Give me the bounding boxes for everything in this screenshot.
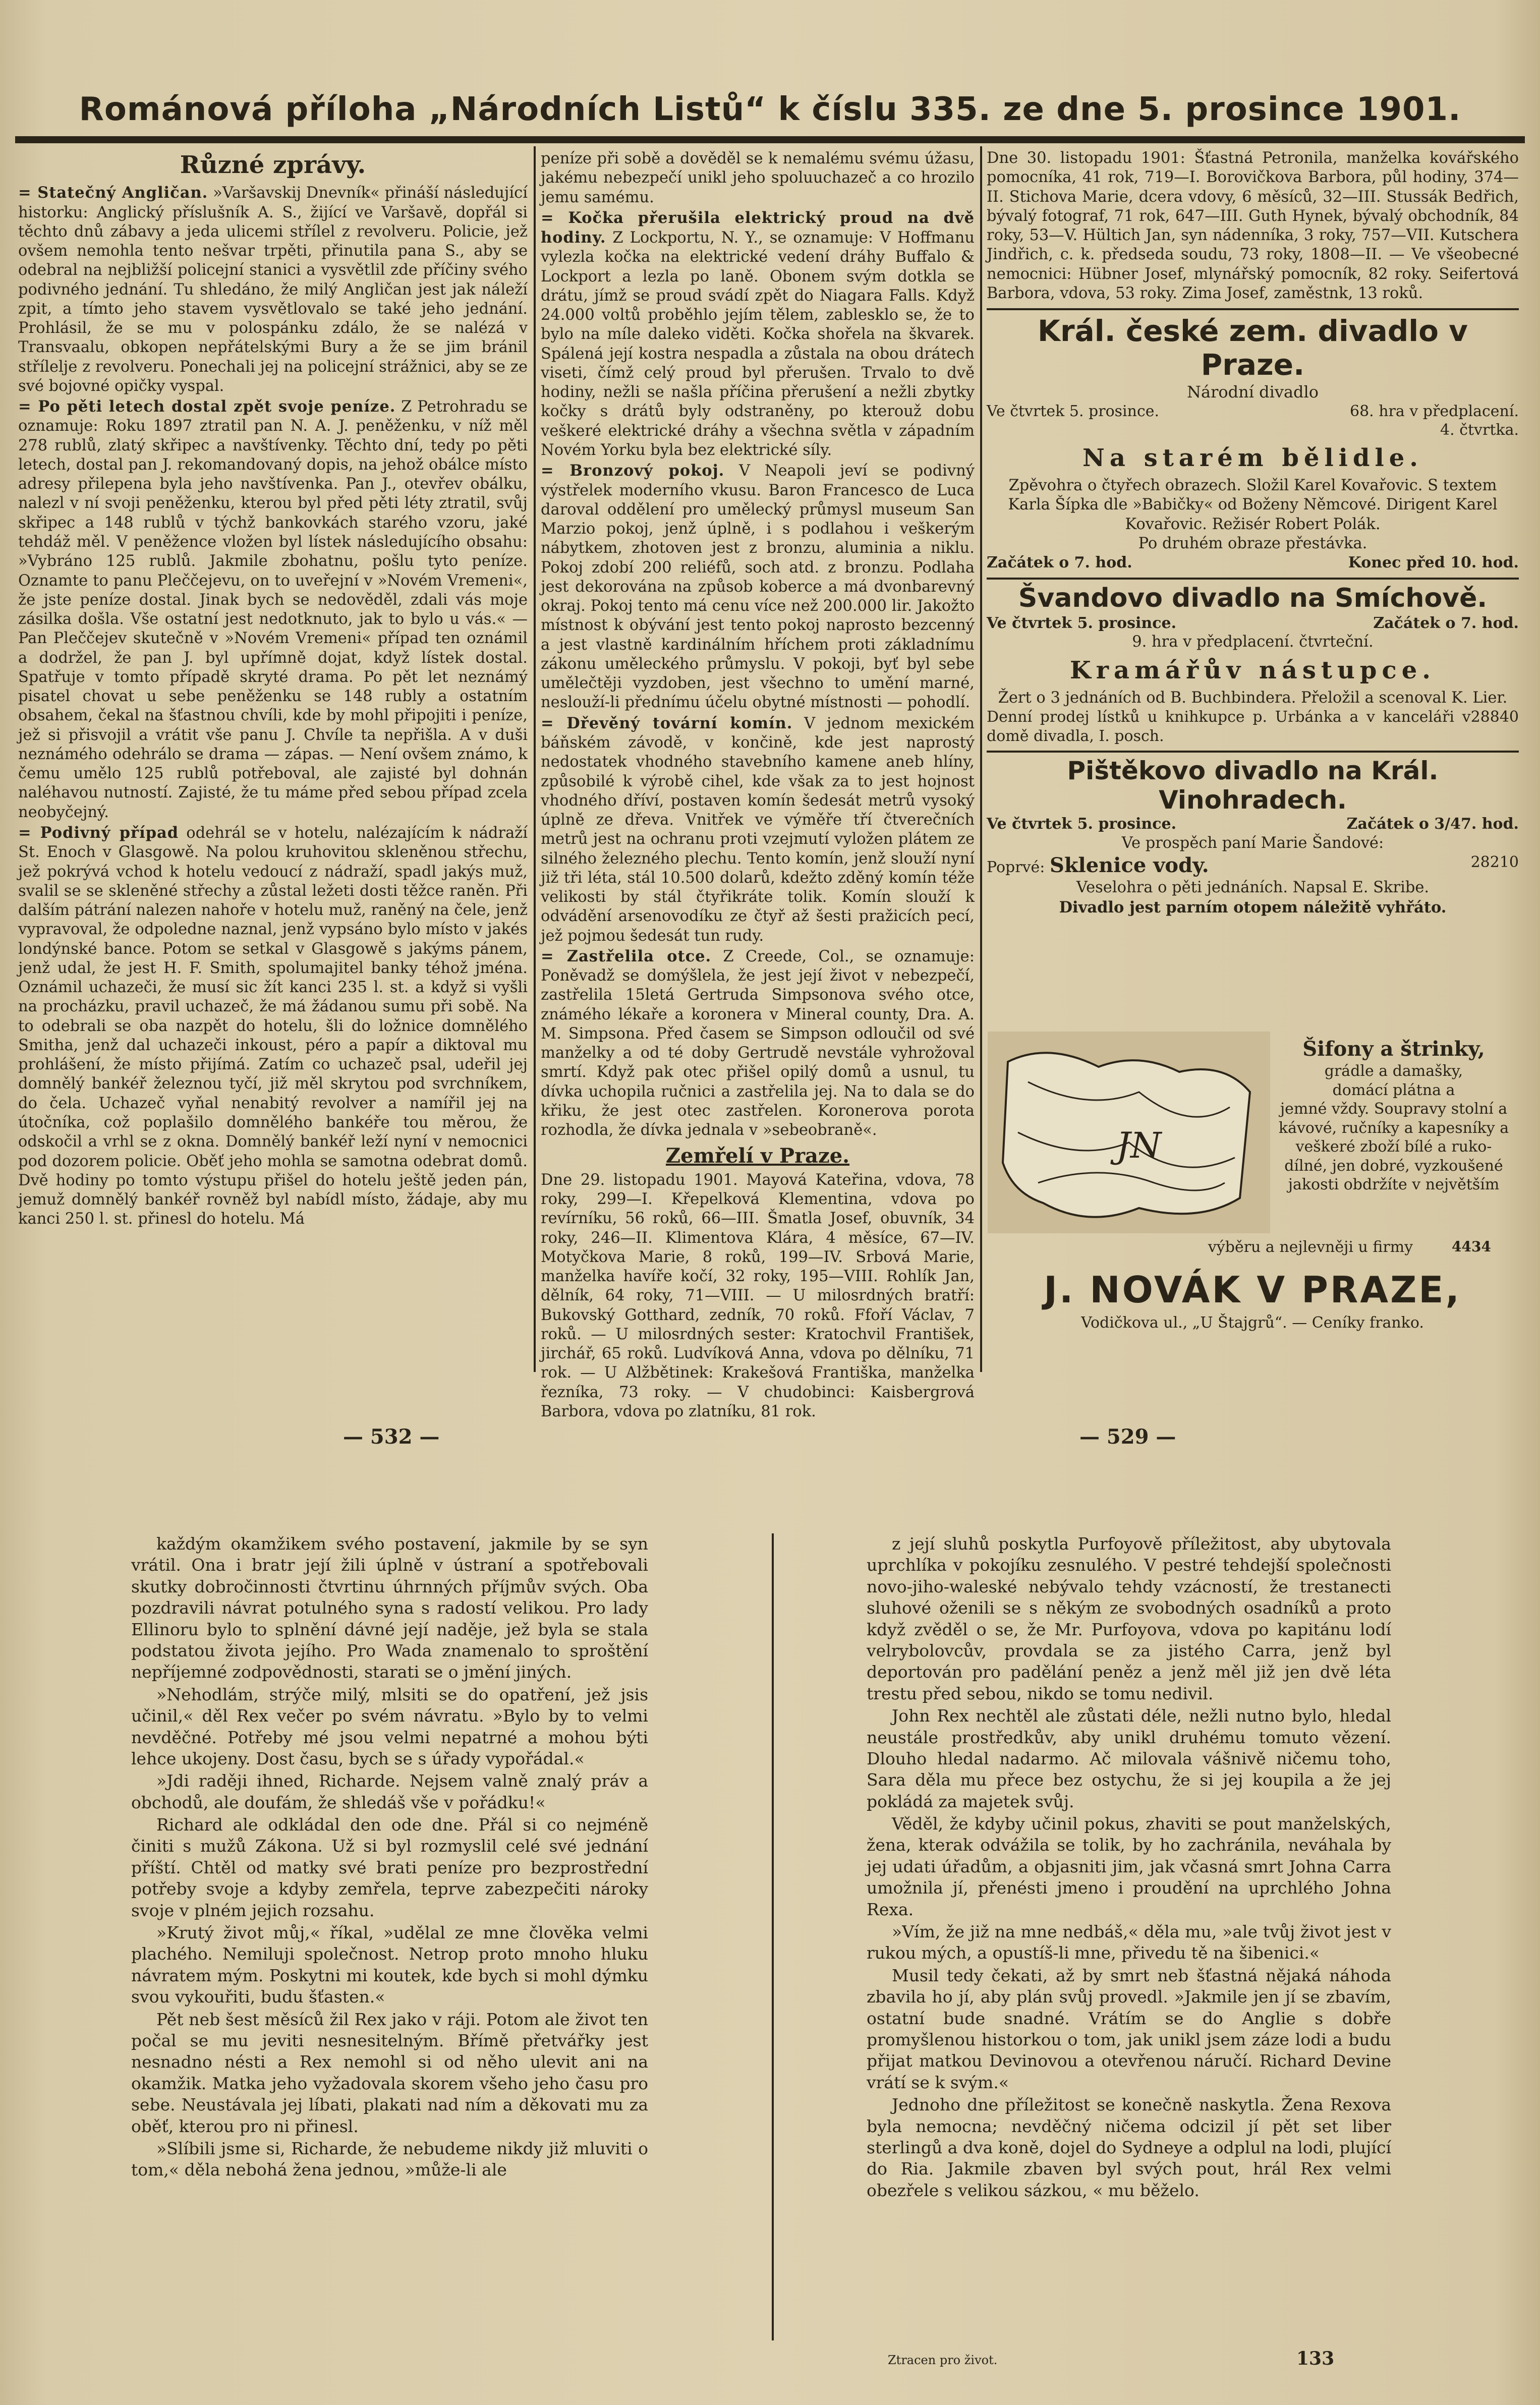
column-rule-lower [772,1533,774,2340]
news-title: Různé zprávy. [180,151,366,179]
news-item: = Podivný případ odehrál se v hotelu, nalézajícím k nádraží St. Enoch v Glasgowě. Na polou kruhovitou skleněnou střechu, jež pokrývá vchod k hotelu vedoucí z nádraží, spadl jakýs muž, svalil se se skleněné střechy a zůstal ležeti dosti těžce raněn. Při dalším pátrání nalezen nahoře v hotelu muž, raněný na čele, jenž vypravoval, že odpoledne naznal, jenž vypsáno bylo místo v jakés londýnské bance. Potom se setkal v Glasgowě s jakýms pánem, jenž udal, že jest H. F. Smith, spolumajitel banky téhož jména. Oznámil uchazeči, že musí sic žít kanci 235 l. st. a když si vyšli na procházku, pravil uchazeč, že má žádanou sumu při sobě. Na to odebrali se oba nazpět do hotelu, šli do ložnice domnělého Smitha, jenž dal uchazeči inkoust, péro a papír a diktoval mu prohlášení, že místo přijímá. Zatím co uchazeč psal, udeřil jej domnělý bankéř železnou tyčí, již měl skrytou pod svrchníkem, do čela. Uchazeč vyňal nenabitý revolver a namířil jej na útočníka, což poplašilo domnělého bankéře tou měrou, že odskočil a vrhl se z okna. Domnělý bankéř leží nyní v nemocnici pod dozorem policie. Oběť jeho mohla se samotna odebrat domů. Dvě hodiny po tomto výstupu přišel do hotelu ještě jeden pán, jemuž domnělý bankéř rovněž byl nabídl místo, žádaje, aby mu kanci 250 l. st. přinesl do hotelu. Má [18,824,528,1228]
novel-paragraph: Richard ale odkládal den ode dne. Přál si co nejméně činiti s mužů Zákona. Už si byl rozmyslil celé své jednání příští. Chtěl od matky své brati peníze pro bezprostřední potřeby svoje a kdyby zemřela, teprve zabezpečiti nároky svoje v plném jejich rozsahu. [131,1815,648,1920]
theatre-subtitle: Národní divadlo [1187,382,1319,402]
date: Ve čtvrtek 5. prosince. [987,815,1177,833]
benefit: Ve prospěch paní Marie Šandové: [1121,834,1384,852]
novel-paragraph: Jednoho dne příležitost se konečně naskytla. Žena Rexova byla nemocna; nevděčný ničema odcizil jí pět set liber sterlingů a dva koně, dojel do Sydneye a odplul na lodi, plující do Ria. Jakmile zbaven byl svých pout, hrál Rex velmi obezřele s velikou sázkou, « mu běželo. [867,2095,1391,2200]
play-note: Divadlo jest parním otopem náležitě vyhřáto. [1059,898,1447,917]
deaths-list: Dne 29. listopadu 1901. Mayová Kateřina, vdova, 78 roky, 299—I. Křepelková Klementina, vdova po revírníku, 56 roků, 66—III. Šmatla Josef, obuvník, 34 roky, 246—II. Klimentova Klára, 4 měsíce, 67—IV. Motyčkova Marie, 8 roků, 199—IV. Srbová Marie, manželka havíře kočí, 32 roky, 195—VIII. Rohlík Jan, dělník, 64 roky, 71—VIII. — U milosrdných bratří: Bukovský Gotthard, zedník, 70 roků. Ffoří Václav, 7 roků. — U milosrdných sester: Kratochvil František, jirchář, 65 roků. Ludvíková Anna, vdova po dělníku, 71 rok. — U Alžbětinek: Krakešová Františka, manželka řezníka, 73 roky. — V chudobinci: Kaisbergrová Barbora, vdova po zlatníku, 81 rok. [541,1171,975,1420]
linen-illustration [988,1032,1270,1233]
subscription: 9. hra v předplacení. čtvrteční. [1132,633,1374,651]
ad-text [1270,1037,1517,1194]
novel-paragraph: Věděl, že kdyby učinil pokus, zhaviti se pout manželských, žena, kterak odvážila se tolik, by ho zachránila, neváhala by jej udati úřadům, a objasniti jim, jak včasná smrt Johna Carra umožnila jí, přenésti jmeno i proudění na uprchlého Johna Rexa. [867,1814,1391,1919]
news-column-2 [541,149,975,1420]
column-3 [987,149,1519,1026]
ad-code: 28840 [1470,708,1519,726]
textile-ad [983,1026,1517,1332]
news-column-1 [18,149,528,1377]
start-time: Začátek o 7. hod. [1373,614,1519,632]
theatre-svanda [987,578,1519,746]
news-item: = Po pěti letech dostal zpět svoje peníze. Z Petrohradu se oznamuje: Roku 1897 ztratil pan N. A. J. peněženku, v níž měl 278 rublů, zlatý skřipec a navštívenky. Těchto dní, tedy po pěti letech, dostal pan J. rekomandovaný dopis, na jehož obálce místo adresy přilepena byla jeho navštívenka. Pan J., otevřev obálku, nalezl v ní svoji peněženku, kterou byl před pěti léty ztratil, svůj skřipec a 148 rublů v týchž bankovkách starého vzoru, jaké tehdáž měl. V peněžence vložen byl lístek následujícího obsahu: »Vybráno 125 rublů. Jakmile zbohatnu, pošlu tyto peníze. Oznamte to panu Pleččejevu, on to uveřejní v »Novém Vremeni«, že jste peníze dostal. Jinak bych se nedověděl, zdali vás moje zásilka došla. Vše ostatní jest nedotknuto, jak to bylo u vás.« — Pan Pleččejev skutečně v »Novém Vremeni« případ ten oznámil a dodržel, že pan J. byl upřímně dojat, když lístek dostal. Spatřuje v tomto případě skryté drama. Po pět let neznámý pisatel chovat u sebe peněženku se 148 rubly a ostatním obsahem, čekal na šťastnou chvíli, kde by mohl připojiti i peníze, jež si přisvojil a vrátit vše panu J. Chvíle ta nepřišla. A v duši neznámého odehrálo se drama — zápas. — Není ovšem známo, k čemu umělo 125 rublů potřeboval, ale zajisté byl dohnán naléhavou nutností. Zajisté, že tu máme před sebou případ zcela neobyčejný. [18,397,528,821]
ad-address: Vodičkova ul., „U Štajgrů“. — Ceníky franko. [1081,1314,1424,1332]
news-item: = Zastřelila otce. Z Creede, Col., se oznamuje: Poněvadž se domýšlela, že jest její život v nebezpečí, zastřelila 15letá Gertruda Simpsonova svého otce, známého lékaře a koronera v Mineral county, Dra. A. M. Simpsona. Před časem se Simpson odloučil od své manželky a od té doby Gertrudě nevstále vyhrožoval smrtí. Když pak otec přišel opilý domů a usnul, tu dívka uchopila ručnici a zastřelila jej. Na to dala se do křiku, že jest otec zastřelen. Koronerova porota rozhodla, že dívka jednala v »sebeobraně«. [541,947,975,1139]
start-time: Začátek o 3/47. hod. [1346,815,1519,833]
novel-paragraph: z její sluhů poskytla Purfoyově příležitost, aby ubytovala uprchlíka v pokojíku zesnulého. V pestré tehdejší společnosti novo-jiho-waleské nebývalo tehdy vzácností, že trestanecti sluhové oženili se s někým ze svobodných osadníků a proto když zvěděl o se, že Mr. Purfoyova, vdova po kapitánu lodí velrybolovcův, provdala se za jistého Carra, jenž byl deportován pro padělání peněz a jenž měl již jen dvě léta trestu před sebou, nikdo se tomu nedivil. [867,1534,1391,1703]
novel-paragraph: »Vím, že již na mne nedbáš,« děla mu, »ale tvůj život jest v rukou mých, a opustíš-li mne, přivedu tě na šibenici.« [867,1922,1391,1963]
ad-firm-name: J. NOVÁK V PRAZE, [1044,1269,1461,1311]
novel-footer-title: Ztracen pro život. [888,2353,998,2367]
play-lead: Poprvé: [987,858,1045,877]
svg-text:JN: JN [1116,1125,1162,1166]
play-description: Veselohra o pěti jednáních. Napsal E. Skribe. [1076,879,1430,897]
date: Ve čtvrtek 5. prosince. [987,402,1160,420]
theatre-national [987,308,1519,572]
ad-line: grádle a damašky, [1324,1062,1463,1080]
ad-code: 28210 [1470,853,1519,872]
novel-column-left [131,1533,648,2348]
play-description: Žert o 3 jednáních od B. Buchbindera. Přeložil a scenoval K. Lier. [998,689,1508,707]
news-item: = Dřevěný tovární komín. V jednom mexickém báňském závodě, v končině, kde jest naprostý nedostatek vhodného stavebního kamene aneb hlíny, způsobilé k výrobě cihel, kde však za to jest hojnost vhodného dříví, postaven komín šedesát metrů vysoký úplně ze dřeva. Vnitřek ve výměře tří čtverečních metrů jest na ochranu proti vzejmutí vyložen plátem ze silného železného plechu. Tento komín, jenž slouží nyní již tři léta, stál 10.500 dolarů, kdežto zděný komín téže velikosti by stál čtyřikráte tolik. Komín slouží k odvádění arsenovodíku ze čtyř až šesti pražicích pecí, jež pojmou šedesát tun rudy. [541,714,975,945]
ad-line: dílné, jen dobré, vyzkoušené jakosti obdržíte v největším [1284,1157,1503,1193]
novel-paragraph: Musil tedy čekati, až by smrt neb šťastná nějaká náhoda zbavila ho jí, aby plán svůj provedl. »Jakmile jen jí se zbavím, ostatní bude snadné. Vrátím se do Anglie s dobře promyšlenou historkou o tom, jak unikl jsem záze lodi a budu přijat matkou Devinovou a otevřenou náručí. Richard Devine vrátí se k svým.« [867,1965,1391,2092]
date: Ve čtvrtek 5. prosince. [987,614,1177,632]
ad-line: výběru a nejlevněji u firmy [1208,1238,1413,1256]
ad-line: domácí plátna a [1332,1081,1455,1099]
page-header: Románová příloha „Národních Listů“ k číslu 335. ze dne 5. prosince 1901. [79,91,1461,128]
start-time: Začátek o 7. hod. [987,554,1132,572]
novel-paragraph: John Rex nechtěl ale zůstati déle, nežli nutno bylo, hledal neustále prostředkův, aby unikl druhému tomuto vězení. Dlouho hledal nadarmo. Ač milovala vášnivě ničemu toho, Sara děla mu přece bez ostychu, že si jej koupila a že jej pokládá za majetek svůj. [867,1706,1391,1811]
novel-paragraph: každým okamžikem svého postavení, jakmile by se syn vrátil. Ona i bratr její žili úplně v ústraní a spotřebovali skutky dobročinnosti čtvrtinu úhrnných příjmův svých. Oba pozdravili návrat potulného syna s radostí velikou. Pro lady Ellinoru bylo to splnění dávné její naděje, jež byla se stala podstatou života jejího. Pro Wada znamenalo to sproštění nepříjemné zodpovědnosti, starati se o jmění jiných. [131,1534,648,1682]
page-number-right: — 529 — [1079,1425,1176,1449]
theatre-pistek [987,751,1519,917]
column-rule-2 [980,146,982,1372]
column-rule-1 [534,146,536,1372]
subscription: 68. hra v předplacení. [1349,402,1519,420]
theatre-title: Král. české zem. divadlo v Praze. [1038,314,1468,382]
news-item: = Kočka přerušila elektrický proud na dvě hodiny. Z Lockportu, N. Y., se oznamuje: V Hoffmanu vylezla kočka na elektrické vedení dráhy Buffalo & Lockport a lezla po laně. Obonem svým dotkla se drátu, jímž se proud svádí zpět do Niagara Falls. Když 24.000 voltů proběhlo jejím tělem, zablesklo se, že to bylo na míle daleko viděti. Kočka shořela na škvarek. Spálená její kostra nespadla a zůstala na obou drátech viseti, čímž celý proud byl přerušen. Trvalo to dvě hodiny, nežli se našla příčina přerušení a nežli zbytky kočky s drátů byly odstraněny, po kterouž dobu veškeré elektrické dráhy a všechna světla v západním Novém Yorku byla bez elektrické síly. [541,208,975,459]
novel-paragraph: »Slíbili jsme si, Richarde, že nebudeme nikdy již mluviti o tom,« děla nebohá žena jednou, »může-li ale [131,2138,648,2180]
play-title: Sklenice vody. [1049,853,1209,878]
news-item: peníze při sobě a dověděl se k nemalému svému úžasu, jakému nebezpečí unikl jeho spoluuchazeč a co hrozilo jemu samému. [541,150,975,206]
theatre-title: Pištěkovo divadlo na Král. Vinohradech. [1067,756,1439,815]
play-title: Kramářův nástupce. [1070,656,1436,684]
novel-paragraph: »Krutý život můj,« říkal, »udělal ze mne člověka velmi plachého. Nemiluji společnost. Netrop proto mnoho hluku návratem mým. Poskytni mi koutek, kde bych si mohl dýmku svou vykouřiti, budu šťasten.« [131,1923,648,2007]
end-time: Konec před 10. hod. [1348,554,1519,572]
theatre-title: Švandovo divadlo na Smíchově. [1018,583,1488,613]
ad-code: 4434 [1452,1238,1491,1255]
header-rule [15,136,1525,143]
ad-line: Šifony a štrinky, [1302,1037,1485,1061]
deaths-list-2: Dne 30. listopadu 1901: Šťastná Petronila, manželka kovářského pomocníka, 41 rok, 719—I. Borovičkova Barbora, půl hodiny, 374—II. Stichova Marie, dcera vdovy, 6 měsíců, 32—III. Stussák Bedřich, bývalý fotograf, 71 rok, 647—III. Guth Hynek, bývalý obchodník, 84 roky, 53—V. Hültich Jan, syn nádenníka, 3 roky, 757—VII. Kutschera Jindřich, c. k. předseda soudu, 73 roky, 1808—II. — Ve všeobecné nemocnici: Hübner Josef, mlynářský pomocník, 82 roky. Seifertová Barbora, vdova, 53 roky. Zima Josef, zaměstnk, 13 roků. [987,149,1519,302]
news-item: = Statečný Angličan. »Varšavskij Dnevník« přináší následující historku: Anglický příslušník A. S., žijící ve Varšavě, dopřál si těchto dnů zábavy a jeda ulicemi střílel z revolveru. Policie, jež ovšem nemohla tento nešvar trpěti, přinutila pana S., aby se odebral na nejbližší policejní stanici a vysvětlil zde příčiny svého podivného jednání. Tu shledáno, že milý Angličan jest jak náleží zpit, a tímto jeho stavem vysvětlovalo se také jeho jednání. Prohlásil, že se mu v polospánku zdálo, že se nalézá v Transvaalu, obkopen nepřátelskými Bury a že se jim bránil střílelje z revolveru. Ponechali jej na policejní strážnici, aby se ze své bojovné opičky vyspal. [18,184,528,395]
novel-paragraph: Pět neb šest měsíců žil Rex jako v ráji. Potom ale život ten počal se mu jeviti nesnesitelným. Břímě přetvářky jest nesnadno nésti a Rex nemohl si od něho ulevit ani na okamžik. Matka jeho vyžadovala skorem všeho jeho času pro sebe. Neustávala jej líbati, plakati nad ním a děkovati mu za oběť, kterou pro ni přinesl. [131,2009,648,2136]
sheet-number: 133 [1296,2348,1335,2369]
play-title: Na starém bělidle. [1082,443,1423,472]
ticket-sale: Denní prodej lístků u knihkupce p. Urbánka a v kanceláři v domě divadla, I. posch. [987,708,1471,745]
novel-paragraph: »Jdi raději ihned, Richarde. Nejsem valně znalý práv a obchodů, ale doufám, že shledáš vše v pořádku!« [131,1771,648,1812]
news-item: = Bronzový pokoj. V Neapoli jeví se podivný výstřelek moderního vkusu. Baron Francesco de Luca daroval oddělení pro umělecký průmysl museum San Marzio pokoj, jenž úplně, i s podlahou i veškerým nábytkem, zhotoven jest z bronzu, aluminia a niklu. Pokoj zdobí 200 reliéfů, soch atd. z bronzu. Podlaha jest dekorována na způsob koberce a má dvonbarevný okraj. Pokoj tento má cenu více než 200.000 lir. Jakožto místnost k obývání jest tento pokoj naprosto bezcenný a jest vlastně kardinálním hříchem proti základnímu zákonu uměleckého průmyslu. V pokoji, byť byl sebe umělečtěji vyzdoben, jest všechno to umění marné, neslouží-li přednímu účelu obytné místnosti — pohodlí. [541,462,975,712]
subscription-series: 4. čtvrtka. [1440,421,1519,439]
play-description: Zpěvohra o čtyřech obrazech. Složil Karel Kovařovic. S textem Karla Šípka dle »Babičky« od Boženy Němcové. Dirigent Karel Kovařovic. Režisér Robert Polák. [1008,477,1498,533]
novel-column-right [867,1533,1391,2348]
ad-line: jemné vždy. Soupravy stolní a kávové, ručníky a kapesníky a veškeré zboží bílé a ruko- [1278,1100,1509,1156]
novel-paragraph: »Nehodlám, strýče milý, mlsiti se do opatření, jež jsis učinil,« děl Rex večer po svém návratu. »Bylo by to velmi nevděčné. Potřeby mé jsou velmi nepatrné a mohou býti lehce ukojeny. Dost času, bych se s úřady vypořádal.« [131,1684,648,1768]
play-note: Po druhém obraze přestávka. [1138,534,1367,552]
page-number-left: — 532 — [343,1425,440,1449]
deaths-title: Zemřelí v Praze. [665,1143,850,1168]
